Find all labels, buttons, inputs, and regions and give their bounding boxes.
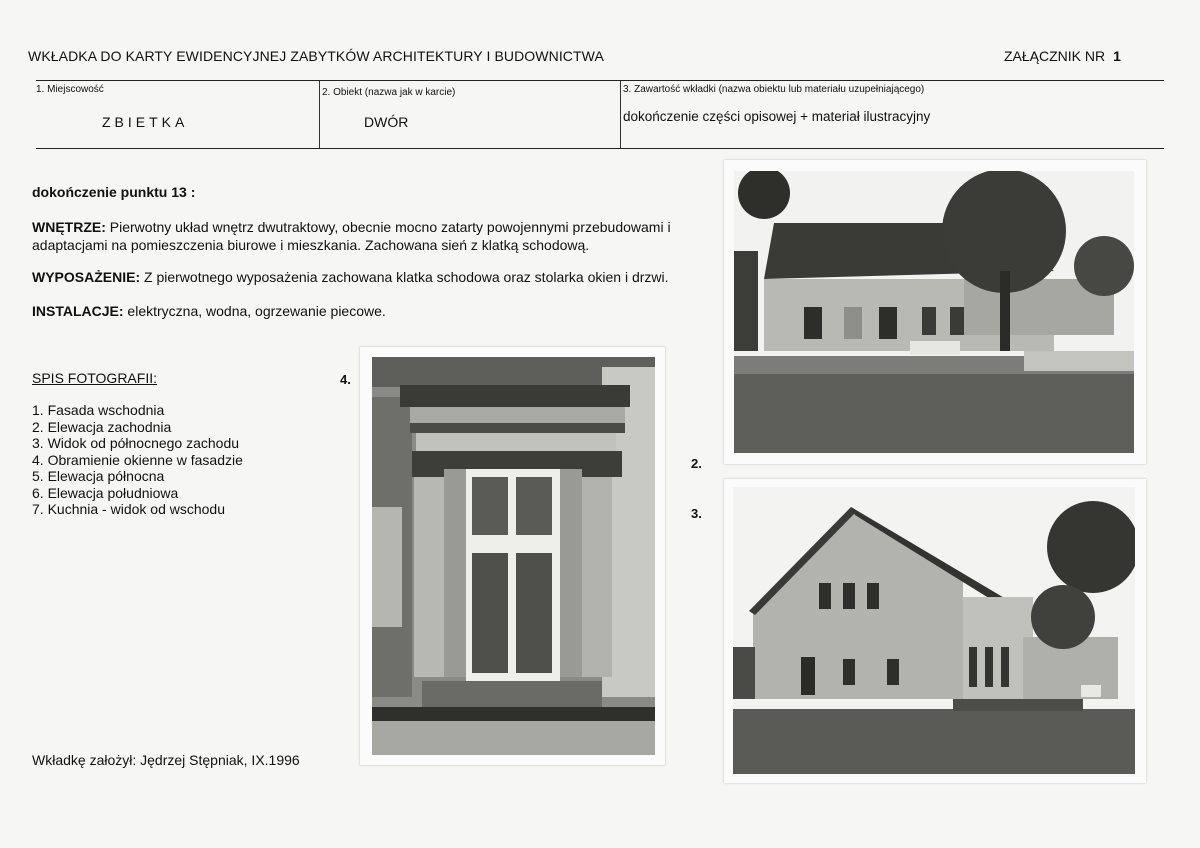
list-item: 4. Obramienie okienne w fasadzie [32, 451, 243, 468]
photo-card-northwest [724, 479, 1146, 783]
interior-label: WNĘTRZE: [32, 219, 106, 235]
photo-number-4: 4. [340, 372, 351, 387]
photo-card-window [360, 347, 665, 765]
continuation-heading: dokończenie punktu 13 : [32, 184, 196, 200]
northwest-view-photo [733, 487, 1135, 774]
annex-label-text: ZAŁĄCZNIK NR [1004, 48, 1106, 64]
installations-label: INSTALACJE: [32, 303, 124, 319]
document-title: WKŁADKA DO KARTY EWIDENCYJNEJ ZABYTKÓW ARCHITEKTURY I BUDOWNICTWA [28, 48, 604, 64]
field-1-label: 1. Miejscowość [36, 84, 104, 95]
equipment-paragraph [32, 268, 704, 286]
list-item: 2. Elewacja zachodnia [32, 418, 172, 435]
list-item: 3. Widok od północnego zachodu [32, 435, 240, 451]
form-divider-1 [319, 81, 320, 148]
field-1-value: ZBIETKA [102, 114, 189, 130]
window-frame-photo [372, 357, 655, 755]
photo-list-title: SPIS FOTOGRAFII: [32, 370, 157, 386]
field-3-value: dokończenie części opisowej + materiał ilustracyjny [623, 109, 931, 124]
field-3-label: 3. Zawartość wkładki (nazwa obiektu lub materiału uzupełniającego) [623, 84, 925, 95]
form-top-rule [36, 80, 1164, 81]
photo-list [32, 402, 243, 518]
author-footer: Wkładkę założył: Jędrzej Stępniak, IX.1996 [32, 752, 300, 768]
list-item: 6. Elewacja południowa [32, 484, 179, 501]
form-divider-2 [620, 81, 621, 148]
photo-number-2: 2. [691, 456, 702, 471]
photo-number-3: 3. [691, 506, 702, 521]
list-item: 7. Kuchnia - widok od wschodu [32, 501, 225, 517]
field-2-value: DWÓR [364, 114, 409, 130]
interior-text: Pierwotny układ wnętrz dwutraktowy, obecnie mocno zatarty powojennymi przebudowami i adaptacjami na pomieszczenia biurowe i mieszkania. Zachowana sień z klatką schodową. [32, 219, 671, 253]
list-item: 5. Elewacja północna [32, 468, 165, 484]
annex-number: 1 [1113, 48, 1121, 64]
equipment-text: Z pierwotnego wyposażenia zachowana klatka schodowa oraz stolarka okien i drzwi. [140, 269, 669, 285]
photo-card-west [724, 160, 1146, 464]
interior-paragraph [32, 218, 704, 254]
west-elevation-photo [734, 171, 1134, 453]
list-item: 1. Fasada wschodnia [32, 402, 165, 418]
installations-paragraph [32, 302, 704, 320]
equipment-label: WYPOSAŻENIE: [32, 269, 141, 285]
annex-label [1004, 48, 1121, 64]
installations-text: elektryczna, wodna, ogrzewanie piecowe. [123, 303, 386, 319]
field-2-label: 2. Obiekt (nazwa jak w karcie) [322, 87, 456, 98]
form-bottom-rule [36, 148, 1164, 149]
